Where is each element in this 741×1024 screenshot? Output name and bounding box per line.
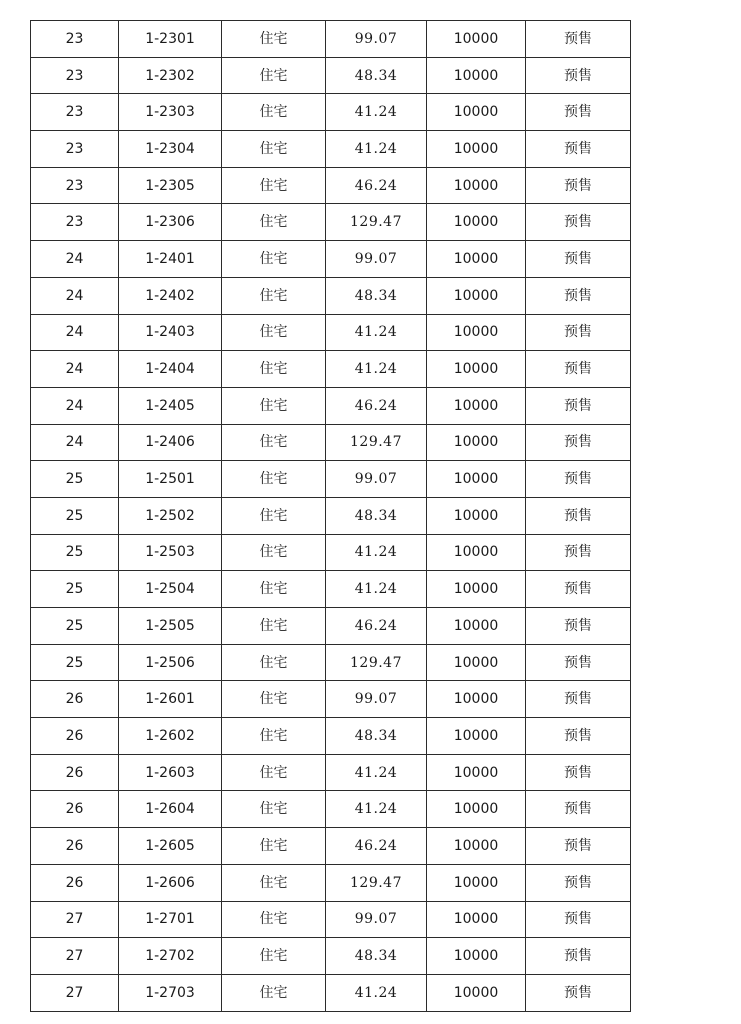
price-cell: 10000 <box>427 387 526 424</box>
area-cell: 99.07 <box>326 681 427 718</box>
room-number-cell: 1-2701 <box>119 901 222 938</box>
floor-cell: 25 <box>31 644 119 681</box>
floor-cell: 27 <box>31 974 119 1011</box>
usage-cell: 住宅 <box>222 57 326 94</box>
room-number-cell: 1-2603 <box>119 754 222 791</box>
sale-status-cell: 预售 <box>526 974 631 1011</box>
price-cell: 10000 <box>427 901 526 938</box>
sale-status-cell: 预售 <box>526 57 631 94</box>
price-cell: 10000 <box>427 167 526 204</box>
room-number-cell: 1-2606 <box>119 864 222 901</box>
price-cell: 10000 <box>427 864 526 901</box>
table-row <box>31 277 631 314</box>
price-cell: 10000 <box>427 974 526 1011</box>
usage-cell: 住宅 <box>222 204 326 241</box>
area-cell: 41.24 <box>326 131 427 168</box>
table-row <box>31 828 631 865</box>
table-row <box>31 718 631 755</box>
floor-cell: 24 <box>31 351 119 388</box>
price-cell: 10000 <box>427 57 526 94</box>
floor-cell: 26 <box>31 864 119 901</box>
usage-cell: 住宅 <box>222 131 326 168</box>
price-cell: 10000 <box>427 131 526 168</box>
area-cell: 129.47 <box>326 644 427 681</box>
area-cell: 48.34 <box>326 277 427 314</box>
usage-cell: 住宅 <box>222 387 326 424</box>
room-number-cell: 1-2406 <box>119 424 222 461</box>
room-number-cell: 1-2703 <box>119 974 222 1011</box>
usage-cell: 住宅 <box>222 938 326 975</box>
area-cell: 41.24 <box>326 534 427 571</box>
sale-status-cell: 预售 <box>526 314 631 351</box>
room-number-cell: 1-2401 <box>119 241 222 278</box>
floor-cell: 23 <box>31 131 119 168</box>
room-number-cell: 1-2602 <box>119 718 222 755</box>
usage-cell: 住宅 <box>222 608 326 645</box>
table-row <box>31 21 631 58</box>
room-number-cell: 1-2601 <box>119 681 222 718</box>
table-row <box>31 534 631 571</box>
sale-status-cell: 预售 <box>526 497 631 534</box>
usage-cell: 住宅 <box>222 681 326 718</box>
usage-cell: 住宅 <box>222 314 326 351</box>
area-cell: 41.24 <box>326 94 427 131</box>
table-row <box>31 864 631 901</box>
room-number-cell: 1-2303 <box>119 94 222 131</box>
area-cell: 48.34 <box>326 57 427 94</box>
table-row <box>31 754 631 791</box>
price-cell: 10000 <box>427 644 526 681</box>
table-row <box>31 608 631 645</box>
price-cell: 10000 <box>427 791 526 828</box>
sale-status-cell: 预售 <box>526 681 631 718</box>
price-cell: 10000 <box>427 204 526 241</box>
sale-status-cell: 预售 <box>526 644 631 681</box>
area-cell: 48.34 <box>326 938 427 975</box>
area-cell: 99.07 <box>326 461 427 498</box>
area-cell: 41.24 <box>326 974 427 1011</box>
area-cell: 46.24 <box>326 167 427 204</box>
usage-cell: 住宅 <box>222 497 326 534</box>
room-number-cell: 1-2504 <box>119 571 222 608</box>
area-cell: 41.24 <box>326 754 427 791</box>
table-row <box>31 571 631 608</box>
price-cell: 10000 <box>427 608 526 645</box>
room-number-cell: 1-2405 <box>119 387 222 424</box>
usage-cell: 住宅 <box>222 351 326 388</box>
floor-cell: 23 <box>31 204 119 241</box>
price-cell: 10000 <box>427 424 526 461</box>
price-cell: 10000 <box>427 938 526 975</box>
usage-cell: 住宅 <box>222 167 326 204</box>
floor-cell: 26 <box>31 828 119 865</box>
floor-cell: 24 <box>31 387 119 424</box>
table-row <box>31 204 631 241</box>
area-cell: 129.47 <box>326 864 427 901</box>
usage-cell: 住宅 <box>222 277 326 314</box>
floor-cell: 24 <box>31 277 119 314</box>
floor-cell: 23 <box>31 94 119 131</box>
room-number-cell: 1-2304 <box>119 131 222 168</box>
room-number-cell: 1-2605 <box>119 828 222 865</box>
price-cell: 10000 <box>427 534 526 571</box>
usage-cell: 住宅 <box>222 901 326 938</box>
table-row <box>31 938 631 975</box>
sale-status-cell: 预售 <box>526 21 631 58</box>
price-cell: 10000 <box>427 351 526 388</box>
table-row <box>31 974 631 1011</box>
floor-cell: 24 <box>31 424 119 461</box>
sale-status-cell: 预售 <box>526 351 631 388</box>
floor-cell: 24 <box>31 314 119 351</box>
table-bottom-border <box>30 1011 631 1012</box>
sale-status-cell: 预售 <box>526 277 631 314</box>
sale-status-cell: 预售 <box>526 754 631 791</box>
floor-cell: 23 <box>31 21 119 58</box>
area-cell: 99.07 <box>326 21 427 58</box>
area-cell: 46.24 <box>326 387 427 424</box>
area-cell: 41.24 <box>326 314 427 351</box>
usage-cell: 住宅 <box>222 461 326 498</box>
floor-cell: 25 <box>31 571 119 608</box>
room-number-cell: 1-2402 <box>119 277 222 314</box>
area-cell: 99.07 <box>326 901 427 938</box>
usage-cell: 住宅 <box>222 864 326 901</box>
usage-cell: 住宅 <box>222 791 326 828</box>
table-row <box>31 241 631 278</box>
area-cell: 129.47 <box>326 424 427 461</box>
floor-cell: 25 <box>31 461 119 498</box>
sale-status-cell: 预售 <box>526 608 631 645</box>
room-number-cell: 1-2702 <box>119 938 222 975</box>
price-cell: 10000 <box>427 497 526 534</box>
room-number-cell: 1-2604 <box>119 791 222 828</box>
table-row <box>31 94 631 131</box>
sale-status-cell: 预售 <box>526 131 631 168</box>
floor-cell: 27 <box>31 901 119 938</box>
table-row <box>31 351 631 388</box>
room-number-cell: 1-2502 <box>119 497 222 534</box>
sale-status-cell: 预售 <box>526 864 631 901</box>
usage-cell: 住宅 <box>222 571 326 608</box>
room-number-cell: 1-2404 <box>119 351 222 388</box>
area-cell: 99.07 <box>326 241 427 278</box>
price-cell: 10000 <box>427 828 526 865</box>
room-number-cell: 1-2501 <box>119 461 222 498</box>
price-cell: 10000 <box>427 94 526 131</box>
sale-status-cell: 预售 <box>526 534 631 571</box>
sale-status-cell: 预售 <box>526 387 631 424</box>
area-cell: 41.24 <box>326 791 427 828</box>
table-row <box>31 791 631 828</box>
sale-status-cell: 预售 <box>526 94 631 131</box>
usage-cell: 住宅 <box>222 974 326 1011</box>
floor-cell: 24 <box>31 241 119 278</box>
usage-cell: 住宅 <box>222 21 326 58</box>
table-row <box>31 681 631 718</box>
room-number-cell: 1-2302 <box>119 57 222 94</box>
floor-cell: 23 <box>31 167 119 204</box>
table-row <box>31 57 631 94</box>
sale-status-cell: 预售 <box>526 828 631 865</box>
price-cell: 10000 <box>427 754 526 791</box>
floor-cell: 26 <box>31 754 119 791</box>
floor-cell: 26 <box>31 791 119 828</box>
sale-status-cell: 预售 <box>526 204 631 241</box>
table-row <box>31 461 631 498</box>
price-cell: 10000 <box>427 21 526 58</box>
usage-cell: 住宅 <box>222 424 326 461</box>
area-cell: 41.24 <box>326 571 427 608</box>
room-number-cell: 1-2301 <box>119 21 222 58</box>
room-number-cell: 1-2506 <box>119 644 222 681</box>
area-cell: 48.34 <box>326 718 427 755</box>
usage-cell: 住宅 <box>222 241 326 278</box>
room-number-cell: 1-2306 <box>119 204 222 241</box>
sale-status-cell: 预售 <box>526 718 631 755</box>
usage-cell: 住宅 <box>222 644 326 681</box>
table-row <box>31 314 631 351</box>
room-number-cell: 1-2503 <box>119 534 222 571</box>
table-row <box>31 387 631 424</box>
sale-status-cell: 预售 <box>526 791 631 828</box>
usage-cell: 住宅 <box>222 718 326 755</box>
floor-cell: 25 <box>31 534 119 571</box>
floor-cell: 25 <box>31 497 119 534</box>
floor-cell: 27 <box>31 938 119 975</box>
price-cell: 10000 <box>427 681 526 718</box>
area-cell: 129.47 <box>326 204 427 241</box>
floor-cell: 26 <box>31 681 119 718</box>
price-cell: 10000 <box>427 718 526 755</box>
sale-status-cell: 预售 <box>526 461 631 498</box>
room-number-cell: 1-2505 <box>119 608 222 645</box>
sale-status-cell: 预售 <box>526 938 631 975</box>
usage-cell: 住宅 <box>222 94 326 131</box>
price-cell: 10000 <box>427 461 526 498</box>
table-row <box>31 497 631 534</box>
area-cell: 41.24 <box>326 351 427 388</box>
room-number-cell: 1-2403 <box>119 314 222 351</box>
unit-price-table <box>30 20 631 1012</box>
price-cell: 10000 <box>427 314 526 351</box>
floor-cell: 25 <box>31 608 119 645</box>
table-row <box>31 131 631 168</box>
sale-status-cell: 预售 <box>526 167 631 204</box>
usage-cell: 住宅 <box>222 754 326 791</box>
table-row <box>31 644 631 681</box>
area-cell: 46.24 <box>326 828 427 865</box>
sale-status-cell: 预售 <box>526 571 631 608</box>
floor-cell: 23 <box>31 57 119 94</box>
usage-cell: 住宅 <box>222 828 326 865</box>
price-cell: 10000 <box>427 571 526 608</box>
sale-status-cell: 预售 <box>526 241 631 278</box>
price-cell: 10000 <box>427 277 526 314</box>
area-cell: 46.24 <box>326 608 427 645</box>
area-cell: 48.34 <box>326 497 427 534</box>
floor-cell: 26 <box>31 718 119 755</box>
usage-cell: 住宅 <box>222 534 326 571</box>
table-row <box>31 424 631 461</box>
sale-status-cell: 预售 <box>526 424 631 461</box>
room-number-cell: 1-2305 <box>119 167 222 204</box>
table-row <box>31 167 631 204</box>
sale-status-cell: 预售 <box>526 901 631 938</box>
table-row <box>31 901 631 938</box>
price-cell: 10000 <box>427 241 526 278</box>
table-body <box>31 21 631 1012</box>
